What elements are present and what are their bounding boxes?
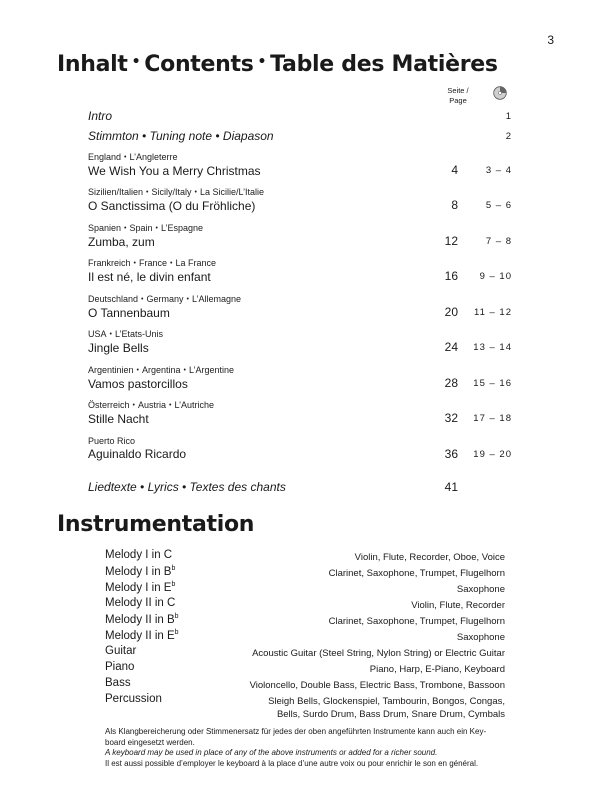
- page-number-cell: 12: [444, 234, 458, 248]
- instrument-name-text: Guitar: [105, 645, 137, 657]
- country-name: Spain: [129, 223, 153, 233]
- instrument-description-line: Clarinet, Saxophone, Trumpet, Flugelhorn: [328, 616, 505, 627]
- cd-track-cell: 13 – 14: [473, 342, 512, 353]
- song-title: O Sanctissima (O du Fröhliche): [88, 199, 256, 213]
- instrument-description: [457, 631, 505, 644]
- country-name: Österreich: [88, 400, 130, 410]
- keyboard-note: [105, 727, 525, 769]
- instrument-name-text: Melody I in C: [105, 549, 173, 561]
- instrument-name: [105, 629, 179, 642]
- country-name: L’Etats-Unis: [114, 329, 163, 339]
- country-name: France: [138, 258, 167, 268]
- instrument-description: [411, 599, 505, 612]
- country-label: [88, 436, 516, 447]
- contents-entry: [88, 436, 516, 462]
- country-separator: •: [168, 402, 172, 409]
- cd-track-cell: 5 – 6: [485, 200, 512, 211]
- contents-title-fr: Table des Matières: [270, 52, 498, 77]
- instrument-name: [105, 613, 179, 626]
- instrument-description: [250, 679, 505, 692]
- page-number: 3: [547, 33, 554, 47]
- country-name: Deutschland: [88, 294, 139, 304]
- contents-entry: [88, 329, 516, 356]
- song-title: Stille Nacht: [88, 412, 149, 426]
- contents-entry: [88, 400, 516, 427]
- country-separator: •: [186, 296, 189, 303]
- contents-entry: [88, 480, 516, 495]
- page-number-cell: 24: [444, 340, 458, 354]
- instrument-name-text: Melody I in B: [105, 565, 172, 578]
- instrument-description: [355, 551, 505, 564]
- instrument-name: [105, 565, 175, 578]
- instrument-description-line: Violin, Flute, Recorder, Oboe, Voice: [354, 552, 505, 563]
- country-name: L’Autriche: [174, 400, 214, 410]
- cd-track-cell: 3 – 4: [485, 165, 512, 176]
- country-separator: •: [183, 367, 186, 374]
- contents-entry: [88, 365, 516, 392]
- instrument-description: [329, 615, 505, 628]
- contents-entry: [88, 152, 516, 179]
- country-name: L’Allemagne: [191, 294, 242, 304]
- country-separator: •: [169, 260, 173, 267]
- page-column-header-line1: Seite /: [447, 86, 469, 95]
- instrument-description: [457, 583, 505, 596]
- note-line: Il est aussi possible d’employer le keyboard à la place d’une autre voix ou pour enrichir le son en général.: [105, 758, 479, 768]
- country-name: Germany: [146, 294, 184, 304]
- instrument-description-line: Sleigh Bells, Glockenspiel, Tambourin, Bongos, Congas,: [268, 696, 505, 707]
- instrument-description: [252, 647, 505, 660]
- flat-sign: b: [171, 581, 176, 588]
- country-name: La Sicilie/L’Italie: [199, 187, 264, 197]
- instrument-description-line: Piano, Harp, E-Piano, Keyboard: [369, 664, 505, 675]
- instrument-description-line: Violoncello, Double Bass, Electric Bass, Trombone, Bassoon: [249, 680, 505, 691]
- song-title: Zumba, zum: [88, 235, 155, 249]
- contents-entry: [88, 258, 516, 285]
- country-name: Sicily/Italy: [151, 187, 192, 197]
- note-line: Als Klangbereicherung oder Stimmenersatz für jedes der oben angeführten Instrumente kann auch ein Key-: [105, 727, 487, 736]
- country-separator: •: [194, 189, 197, 196]
- instrument-description: [268, 695, 505, 721]
- page-number-cell: 16: [444, 269, 458, 283]
- page-number-cell: 36: [444, 447, 458, 461]
- cd-track-cell: 9 – 10: [479, 271, 512, 282]
- instrument-name: [105, 677, 131, 689]
- instrument-name: [105, 597, 175, 609]
- country-name: L’Argentine: [188, 365, 235, 375]
- page-number-cell: 20: [444, 305, 458, 319]
- instrument-name: [105, 581, 175, 594]
- country-separator: •: [146, 189, 149, 196]
- instrument-name-text: Bass: [105, 677, 131, 689]
- instrument-description: [370, 663, 505, 676]
- cd-track-cell: 15 – 16: [473, 378, 512, 389]
- instrument-name-text: Piano: [105, 661, 135, 673]
- note-line: A keyboard may be used in place of any of the above instruments or added for a richer sound.: [105, 748, 438, 757]
- instrument-name: [105, 693, 162, 705]
- instrument-description-line: Saxophone: [456, 584, 505, 595]
- instrument-name: [105, 645, 136, 657]
- song-title: Intro: [88, 109, 113, 123]
- song-title: O Tannenbaum: [88, 306, 170, 320]
- title-separator: •: [131, 54, 141, 70]
- cd-track-cell: 2: [505, 131, 512, 142]
- page-number-cell: 41: [444, 480, 458, 494]
- instrument-name-text: Percussion: [105, 693, 162, 705]
- contents-entry: [88, 223, 516, 250]
- page-number-cell: 8: [451, 198, 458, 212]
- country-name: Austria: [137, 400, 166, 410]
- country-separator: •: [136, 367, 139, 374]
- instrument-description-line: Violin, Flute, Recorder: [411, 600, 505, 611]
- country-name: L’Espagne: [160, 223, 204, 233]
- country-name: Argentina: [142, 365, 181, 375]
- page-column-header: [446, 86, 470, 106]
- contents-title: [57, 52, 498, 77]
- cd-track-cell: 17 – 18: [473, 413, 512, 424]
- instrumentation-title: Instrumentation: [57, 512, 255, 537]
- country-separator: •: [141, 296, 144, 303]
- country-name: Argentinien: [88, 365, 134, 375]
- country-separator: •: [155, 225, 158, 232]
- flat-sign: b: [174, 629, 179, 636]
- song-title: Il est né, le divin enfant: [88, 270, 211, 284]
- country-separator: •: [124, 225, 127, 232]
- page-number-cell: 32: [444, 411, 458, 425]
- contents-entry: [88, 187, 516, 214]
- flat-sign: b: [174, 613, 179, 620]
- country-separator: •: [133, 260, 136, 267]
- instrument-name-text: Melody II in E: [105, 629, 175, 642]
- country-name: La France: [175, 258, 216, 268]
- cd-track-cell: 19 – 20: [473, 449, 512, 460]
- page-number-cell: 4: [451, 163, 458, 177]
- instrument-description-line: Saxophone: [456, 632, 505, 643]
- instrument-name-text: Melody II in C: [105, 597, 176, 609]
- contents-entry: [88, 294, 516, 321]
- flat-sign: b: [171, 565, 176, 572]
- song-title: Vamos pastorcillos: [88, 377, 188, 391]
- song-title: Jingle Bells: [88, 341, 149, 355]
- contents-entry: [88, 129, 516, 144]
- contents-entry: [88, 109, 516, 124]
- cd-icon: [493, 86, 507, 100]
- instrument-description-line: Acoustic Guitar (Steel String, Nylon String) or Electric Guitar: [252, 648, 505, 659]
- instrument-name: [105, 661, 134, 673]
- cd-track-cell: 7 – 8: [485, 236, 512, 247]
- contents-title-en: Contents: [144, 52, 254, 77]
- instrument-name: [105, 549, 172, 561]
- country-name: Sizilien/Italien: [88, 187, 144, 197]
- country-separator: •: [109, 331, 112, 338]
- country-name: Frankreich: [88, 258, 131, 268]
- country-name: England: [88, 152, 122, 162]
- title-separator: •: [257, 54, 267, 70]
- instrument-description: [329, 567, 505, 580]
- country-name: L’Angleterre: [129, 152, 178, 162]
- song-title: Aguinaldo Ricardo: [88, 447, 187, 461]
- instrument-description-line: Bells, Surdo Drum, Bass Drum, Snare Drum, Cymbals: [276, 709, 505, 720]
- contents-title-de: Inhalt: [57, 52, 128, 77]
- note-line: board eingesetzt werden.: [105, 737, 195, 747]
- song-title: Stimmton • Tuning note • Diapason: [88, 129, 274, 143]
- country-name: Puerto Rico: [88, 436, 136, 446]
- cd-track-cell: 11 – 12: [474, 307, 512, 318]
- song-title: We Wish You a Merry Christmas: [88, 164, 261, 178]
- country-separator: •: [132, 402, 135, 409]
- country-name: USA: [88, 329, 107, 339]
- page-number-cell: 28: [444, 376, 458, 390]
- instrument-name-text: Melody I in E: [105, 581, 172, 594]
- cd-track-cell: 1: [505, 111, 512, 122]
- page-column-header-line2: Page: [449, 96, 467, 105]
- country-separator: •: [124, 154, 127, 161]
- instrument-name-text: Melody II in B: [105, 613, 175, 626]
- song-title: Liedtexte • Lyrics • Textes des chants: [88, 480, 286, 494]
- country-name: Spanien: [88, 223, 122, 233]
- instrument-description-line: Clarinet, Saxophone, Trumpet, Flugelhorn: [328, 568, 505, 579]
